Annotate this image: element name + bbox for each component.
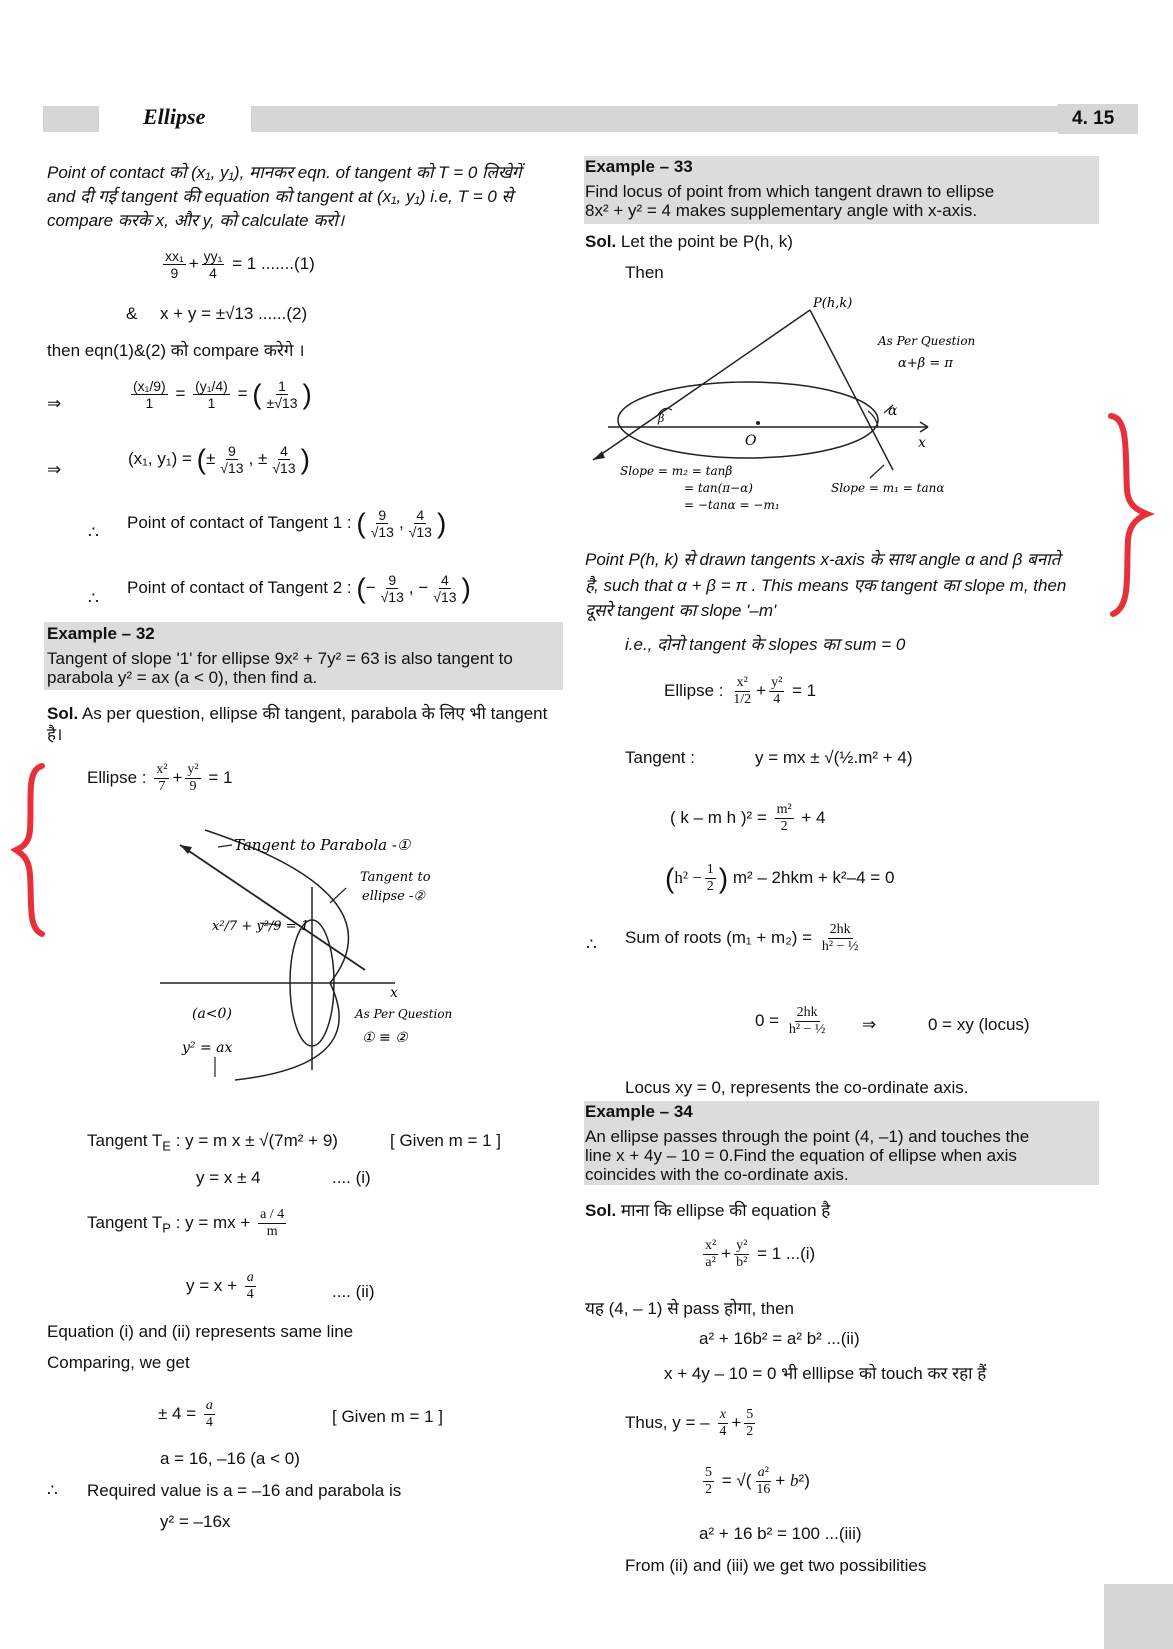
therefore-symbol-1: ∴: [88, 523, 99, 542]
fig33-label-slope2-c: = −tanα = −m₁: [684, 498, 780, 512]
poc2-label: Point of contact of Tangent 2 :: [127, 577, 352, 597]
example-32-solution-1: [47, 701, 547, 724]
red-brace-right-icon: [1103, 410, 1158, 620]
footer-corner-block: [1104, 1584, 1173, 1649]
tangent-te-sub: E: [162, 1138, 171, 1154]
pm-4-pre: ± 4 =: [158, 1403, 197, 1423]
sqrt-equation: $\frac{5}{2}$ = √( $\frac{\text{a²}}{16}$ + b²): [705, 1465, 810, 1497]
compare-line: then eqn(1)&(2) को compare करेगे ।: [47, 341, 305, 360]
fig32-label-tangent-parabola: Tangent to Parabola -①: [234, 836, 411, 854]
example-33-para-2: है, such that α + β = π . This means एक tangent का slope m, then: [585, 576, 1067, 595]
sol-text-34: माना कि ellipse की equation है: [620, 1201, 831, 1220]
fig32-label-equiv: ① ≡ ②: [362, 1030, 408, 1046]
fig33-label-cond: α+β = π: [898, 356, 953, 371]
sol-label-33: Sol.: [585, 232, 617, 251]
fig33-label-x: x: [918, 435, 926, 451]
ellipse-tail-33: = 1: [792, 680, 817, 700]
fig32-label-tangent-ellipse-2: ellipse -②: [362, 889, 426, 904]
example-34-solution: [585, 1198, 830, 1221]
touch-line: x + 4y – 10 = 0 भी elllipse को touch कर रहा हैं: [664, 1364, 987, 1383]
fig33-label-slope2-a: Slope = m₂ = tanβ: [620, 464, 733, 478]
eq-i-tail-34: = 1 ...(i): [757, 1243, 816, 1263]
example-33-text-2: 8x² + y² = 4 makes supplementary angle with x-axis.: [585, 201, 978, 220]
pm-4-equation: ± 4 = $\frac{a}{4}$: [158, 1398, 213, 1430]
locus-result: 0 = xy (locus): [928, 1015, 1030, 1034]
ratio-equation: $\frac{\text{(x₁/9)}}{1}$ = $\frac{\text{(y₁/4)}}{1}$ = ( $\frac{1}{\pm√13}$ ): [133, 378, 312, 411]
page-title: Ellipse: [143, 104, 206, 129]
fig33-label-beta: β: [658, 412, 665, 425]
y-x-a4-pre: y = x +: [186, 1275, 238, 1295]
equation-2-amp: &: [126, 304, 138, 323]
example-33-para-4: i.e., दोनो tangent के slopes का sum = 0: [625, 635, 906, 654]
fig32-label-x: x: [390, 985, 398, 1001]
intro-line-2: and दी गई tangent की equation को tangent at (x₁, y₁) i.e, T = 0 से: [47, 187, 514, 206]
equation-ii-tag: .... (ii): [332, 1282, 375, 1301]
page-number: 4. 15: [1058, 104, 1138, 134]
fig32-label-parabola-eq: y² = ax: [182, 1040, 233, 1056]
equation-1: $\frac{\text{xx₁}}{9}$ + $\frac{\text{yy₁}}{4}$ = 1 .......(1): [165, 248, 315, 281]
example-34-text-1: An ellipse passes through the point (4, –1) and touches the: [585, 1127, 1030, 1146]
tangent-tp: [87, 1207, 289, 1240]
fig33-tangent-left: [593, 310, 810, 460]
fig33-label-o: O: [745, 433, 757, 449]
example-34-heading: Example – 34: [585, 1102, 693, 1121]
quadratic-equation: (h² − $\frac{1}{2}$ ) m² – 2hkm + k²–4 = 0: [665, 862, 895, 894]
intro-line-1: Point of contact को (x₁, y₁), मानकर eqn. of tangent को T = 0 लिखेगें: [47, 163, 522, 182]
kmh-tail: + 4: [801, 807, 826, 827]
fig32-label-tangent-ellipse-1: Tangent to: [360, 870, 431, 885]
from-line: From (ii) and (iii) we get two possibilities: [625, 1556, 927, 1575]
y-x-a4: y = x + $\frac{a}{4}$: [186, 1270, 254, 1302]
tangent-te: [87, 1131, 338, 1153]
example-33-solution: [585, 232, 793, 252]
fig33-label-slope1: Slope = m₁ = tanα: [831, 481, 945, 495]
implies-symbol-1: ⇒: [47, 394, 62, 413]
tangent-tp-sub: P: [162, 1220, 171, 1236]
implies-arrow: ⇒: [862, 1015, 877, 1034]
point-of-contact-1: Point of contact of Tangent 1 : ( $\frac{9}{√13}$ , $\frac{4}{√13}$ ): [127, 507, 447, 540]
equation-ii-34: a² + 16b² = a² b² ...(ii): [699, 1329, 860, 1348]
tangent-te-label: Tangent T: [87, 1131, 163, 1150]
sol-label-34: Sol.: [585, 1201, 617, 1220]
poc1-label: Point of contact of Tangent 1 :: [127, 512, 352, 532]
tangent-tp-num: a / 4: [260, 1207, 285, 1222]
sum-of-roots: Sum of roots (m₁ + m₂) = $\frac{2hk}{\text{h² − ½}}$: [625, 922, 859, 954]
kmh-equation: ( k – m h )² = $\frac{\text{m²}}{2}$ + 4: [670, 802, 826, 834]
implies-symbol-2: ⇒: [47, 460, 62, 479]
example-32-figure: [150, 825, 470, 1085]
tangent-tp-den: m: [266, 1224, 278, 1239]
a-values: a = 16, –16 (a < 0): [160, 1449, 300, 1468]
fig32-label-a-lt-0: (a<0): [192, 1006, 232, 1022]
fig32-arrow-2: [330, 888, 346, 903]
fig32-label-as-per: As Per Question: [355, 1007, 453, 1021]
thus-equation: Thus, y = – $\frac{x}{4}$ + $\frac{5}{2}$: [625, 1407, 754, 1439]
therefore-symbol-3: ∴: [47, 1481, 58, 1500]
ellipse-equation-33: Ellipse : $\frac{\text{x²}}{1/2}$ + $\frac{\text{y²}}{4}$ = 1: [664, 675, 817, 707]
given-m-1: [ Given m = 1 ]: [390, 1131, 502, 1150]
tangent-te-eq: : y = m x ± √(7m² + 9): [175, 1131, 338, 1150]
final-parabola: y² = –16x: [160, 1512, 231, 1531]
tangent-label-33: Tangent :: [625, 748, 695, 767]
sol-text-1: As per question, ellipse की tangent, parabola के लिए भी tangent: [81, 704, 548, 723]
ellipse-label: Ellipse :: [87, 767, 147, 787]
fig32-arrow-1: [218, 845, 232, 847]
sol-label: Sol.: [47, 704, 79, 723]
ellipse-general-equation: $\frac{\text{x²}}{\text{a²}}$ + $\frac{\text{y²}}{\text{b²}}$ = 1 ...(i): [705, 1238, 816, 1270]
example-32-text-2: parabola y² = ax (a < 0), then find a.: [47, 668, 318, 687]
ellipse-tail: = 1: [208, 767, 233, 787]
equation-iii-34: a² + 16 b² = 100 ...(iii): [699, 1524, 862, 1543]
sol-text-33: Let the point be P(h, k): [620, 232, 793, 251]
fig33-label-slope2-b: = tan(π−α): [684, 481, 753, 495]
ellipse-equation-32: Ellipse : $\frac{\text{x²}}{7}$ + $\frac{\text{y²}}{9}$ = 1: [87, 762, 233, 794]
tangent-tp-label: Tangent T: [87, 1212, 163, 1232]
example-34-text-2: line x + 4y – 10 = 0.Find the equation of ellipse when axis: [585, 1146, 1017, 1165]
example-33-text-1: Find locus of point from which tangent drawn to ellipse: [585, 182, 995, 201]
header-bar-right: [251, 106, 1064, 132]
required-value: Required value is a = –16 and parabola is: [87, 1481, 402, 1500]
example-33-figure: [588, 295, 998, 530]
pass-line: यह (4, – 1) से pass होगा, then: [585, 1299, 794, 1318]
point-equation: (x₁, y₁) = (± $\frac{9}{√13}$ , ± $\frac{4}{√13}$ ): [128, 443, 310, 476]
equation-1-tail: = 1 .......(1): [232, 253, 315, 273]
zero-eq-pre: 0 =: [755, 1010, 780, 1030]
same-line-text: Equation (i) and (ii) represents same line: [47, 1322, 354, 1341]
equation-2: x + y = ±√13 ......(2): [160, 304, 308, 323]
therefore-symbol-2: ∴: [88, 589, 99, 608]
y-x-pm-4: y = x ± 4: [196, 1168, 261, 1187]
thus-pre: Thus, y = –: [625, 1412, 710, 1432]
point-of-contact-2: Point of contact of Tangent 2 : (− $\frac{9}{√13}$ , − $\frac{4}{√13}$ ): [127, 572, 471, 605]
zero-equation: 0 = $\frac{2hk}{\text{h² − ½}}$: [755, 1005, 826, 1037]
fig33-label-alpha: α: [888, 403, 898, 419]
comparing-text: Comparing, we get: [47, 1353, 190, 1372]
fig33-pointer-1: [870, 465, 884, 478]
fig33-label-p: P(h,k): [813, 296, 853, 311]
example-33-para-3: दूसरे tangent का slope '–m': [585, 601, 777, 620]
example-32-heading: Example – 32: [47, 624, 155, 643]
example-33-para-1: Point P(h, k) से drawn tangents x-axis के साथ angle α and β बनाते: [585, 550, 1061, 569]
locus-line: Locus xy = 0, represents the co-ordinate axis.: [625, 1078, 969, 1097]
fig33-label-as-per: As Per Question: [878, 334, 976, 348]
then-text: Then: [625, 263, 664, 282]
equation-i-tag: .... (i): [332, 1168, 371, 1187]
ellipse-label-33: Ellipse :: [664, 680, 724, 700]
fig33-origin-dot: [756, 421, 760, 425]
red-brace-left-icon: [8, 760, 48, 940]
example-32-solution-2: है।: [47, 725, 63, 744]
intro-line-3: compare करके x, और y, को calculate करो।: [47, 211, 345, 230]
kmh-pre: ( k – m h )² =: [670, 807, 767, 827]
tangent-eq-33: y = mx ± √(½.m² + 4): [755, 748, 913, 767]
example-32-text-1: Tangent of slope '1' for ellipse 9x² + 7y² = 63 is also tangent to: [47, 649, 513, 668]
sum-roots-pre: Sum of roots (m₁ + m₂) =: [625, 927, 813, 947]
example-34-text-3: coincides with the co-ordinate axis.: [585, 1165, 849, 1184]
header-bar-left: [43, 106, 99, 132]
given-m-1-b: [ Given m = 1 ]: [332, 1407, 444, 1426]
tangent-tp-eq: : y = mx +: [175, 1212, 251, 1232]
quadratic-tail: m² – 2hkm + k²–4 = 0: [732, 867, 895, 887]
example-33-heading: Example – 33: [585, 157, 693, 176]
therefore-symbol-33: ∴: [586, 935, 597, 954]
fig32-label-ellipse-eq: x²/7 + y²/9 = 1: [212, 919, 309, 934]
fig32-tangent-line: [180, 845, 365, 970]
